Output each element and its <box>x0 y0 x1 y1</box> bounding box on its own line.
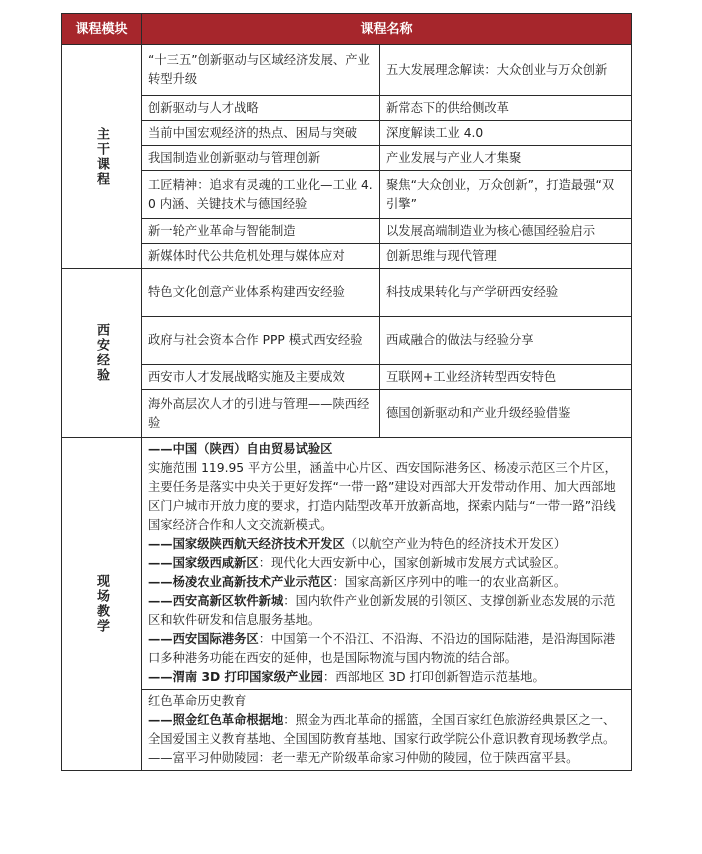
printing-park-entry <box>148 668 625 687</box>
aero-zone-entry <box>148 535 625 554</box>
course-cell: 我国制造业创新驱动与管理创新 <box>142 146 380 171</box>
course-cell: 新一轮产业革命与智能制造 <box>142 219 380 244</box>
software-city-title: ——西安高新区软件新城 <box>148 594 284 608</box>
yangling-title: ——杨凌农业高新技术产业示范区 <box>148 575 333 589</box>
course-cell: 工匠精神：追求有灵魂的工业化—工业 4.0 内涵、关键技术与德国经验 <box>142 171 380 219</box>
table-row <box>62 438 632 690</box>
course-cell: 以发展高端制造业为核心德国经验启示 <box>380 219 632 244</box>
module-xian-label: 西安经验 <box>94 323 109 383</box>
field-block-economic-zones <box>142 438 632 690</box>
port-entry <box>148 630 625 668</box>
red-history-heading: 红色革命历史教育 <box>148 694 247 708</box>
ftz-title: ——中国（陕西）自由贸易试验区 <box>148 442 333 456</box>
yangling-entry <box>148 573 625 592</box>
course-cell: 创新思维与现代管理 <box>380 244 632 269</box>
course-table <box>61 13 632 771</box>
table-row <box>62 219 632 244</box>
table-row <box>62 390 632 438</box>
table-row <box>62 244 632 269</box>
course-cell: 深度解读工业 4.0 <box>380 121 632 146</box>
course-cell: 创新驱动与人才战略 <box>142 96 380 121</box>
printing-park-title: ——渭南 3D 打印国家级产业园 <box>148 670 323 684</box>
software-city-entry <box>148 592 625 630</box>
table-row <box>62 121 632 146</box>
xixian-entry <box>148 554 625 573</box>
field-block-red-history <box>142 690 632 771</box>
table-row <box>62 317 632 365</box>
table-row <box>62 690 632 771</box>
zhaojin-description: ：照金为西北革命的摇篮，全国百家红色旅游经典景区之一、全国爱国主义教育基地、全国国防教育基地、国家行政学院公仆意识教育现场教学点。 <box>148 713 616 746</box>
table-row <box>62 146 632 171</box>
header-course-name: 课程名称 <box>142 14 632 45</box>
aero-zone-description: （以航空产业为特色的经济技术开发区） <box>344 537 567 551</box>
course-cell: 海外高层次人才的引进与管理——陕西经验 <box>142 390 380 438</box>
table-row <box>62 45 632 96</box>
course-cell: 新常态下的供给侧改革 <box>380 96 632 121</box>
course-cell: 德国创新驱动和产业升级经验借鉴 <box>380 390 632 438</box>
module-xian-cell <box>62 269 142 438</box>
course-cell: 五大发展理念解读：大众创业与万众创新 <box>380 45 632 96</box>
module-field-label: 现场教学 <box>94 574 109 634</box>
course-cell: 互联网+工业经济转型西安特色 <box>380 365 632 390</box>
course-cell: 聚焦“大众创业，万众创新”，打造最强“双引擎” <box>380 171 632 219</box>
yangling-description: ：国家高新区序列中的唯一的农业高新区。 <box>332 575 567 589</box>
printing-park-description: ：西部地区 3D 打印创新智造示范基地。 <box>322 670 545 684</box>
table-header-row <box>62 14 632 45</box>
xixian-title: ——国家级西咸新区 <box>148 556 259 570</box>
fuping-entry: ——富平习仲勋陵园：老一辈无产阶级革命家习仲勋的陵园，位于陕西富平县。 <box>148 751 579 765</box>
course-cell: “十三五”创新驱动与区域经济发展、产业转型升级 <box>142 45 380 96</box>
course-cell: 政府与社会资本合作 PPP 模式西安经验 <box>142 317 380 365</box>
ftz-description: 实施范围 119.95 平方公里，涵盖中心片区、西安国际港务区、杨凌示范区三个片区， 主要任务是落实中央关于更好发挥“一带一路”建设对西部大开发带动作用、加大西部地区门户城市开放力度的要求，打造内陆型改革开放新高地，探索内陆与“一带一路”沿线国家经济合作和人文交流新模式。 <box>148 461 617 532</box>
software-city-description: ：国内软件产业创新发展的引领区、支撑创新业态发展的示范区和软件研发和信息服务基地。 <box>148 594 616 627</box>
course-cell: 西咸融合的做法与经验分享 <box>380 317 632 365</box>
zhaojin-title: ——照金红色革命根据地 <box>148 713 284 727</box>
course-cell: 特色文化创意产业体系构建西安经验 <box>142 269 380 317</box>
module-core-label: 主干课程 <box>94 126 109 187</box>
port-title: ——西安国际港务区 <box>148 632 259 646</box>
table-row <box>62 171 632 219</box>
port-description: ：中国第一个不沿江、不沿海、不沿边的国际陆港，是沿海国际港口多种港务功能在西安的延伸，也是国际物流与国内物流的结合部。 <box>148 632 616 665</box>
course-cell: 科技成果转化与产学研西安经验 <box>380 269 632 317</box>
course-cell: 产业发展与产业人才集聚 <box>380 146 632 171</box>
course-cell: 西安市人才发展战略实施及主要成效 <box>142 365 380 390</box>
table-row <box>62 365 632 390</box>
module-core-cell <box>62 45 142 269</box>
course-cell: 新媒体时代公共危机处理与媒体应对 <box>142 244 380 269</box>
header-module: 课程模块 <box>62 14 142 45</box>
table-row <box>62 269 632 317</box>
table-row <box>62 96 632 121</box>
module-field-cell <box>62 438 142 771</box>
xixian-description: ：现代化大西安新中心，国家创新城市发展方式试验区。 <box>258 556 567 570</box>
course-cell: 当前中国宏观经济的热点、困局与突破 <box>142 121 380 146</box>
aero-zone-title: ——国家级陕西航天经济技术开发区 <box>148 537 345 551</box>
zhaojin-entry <box>148 711 625 749</box>
